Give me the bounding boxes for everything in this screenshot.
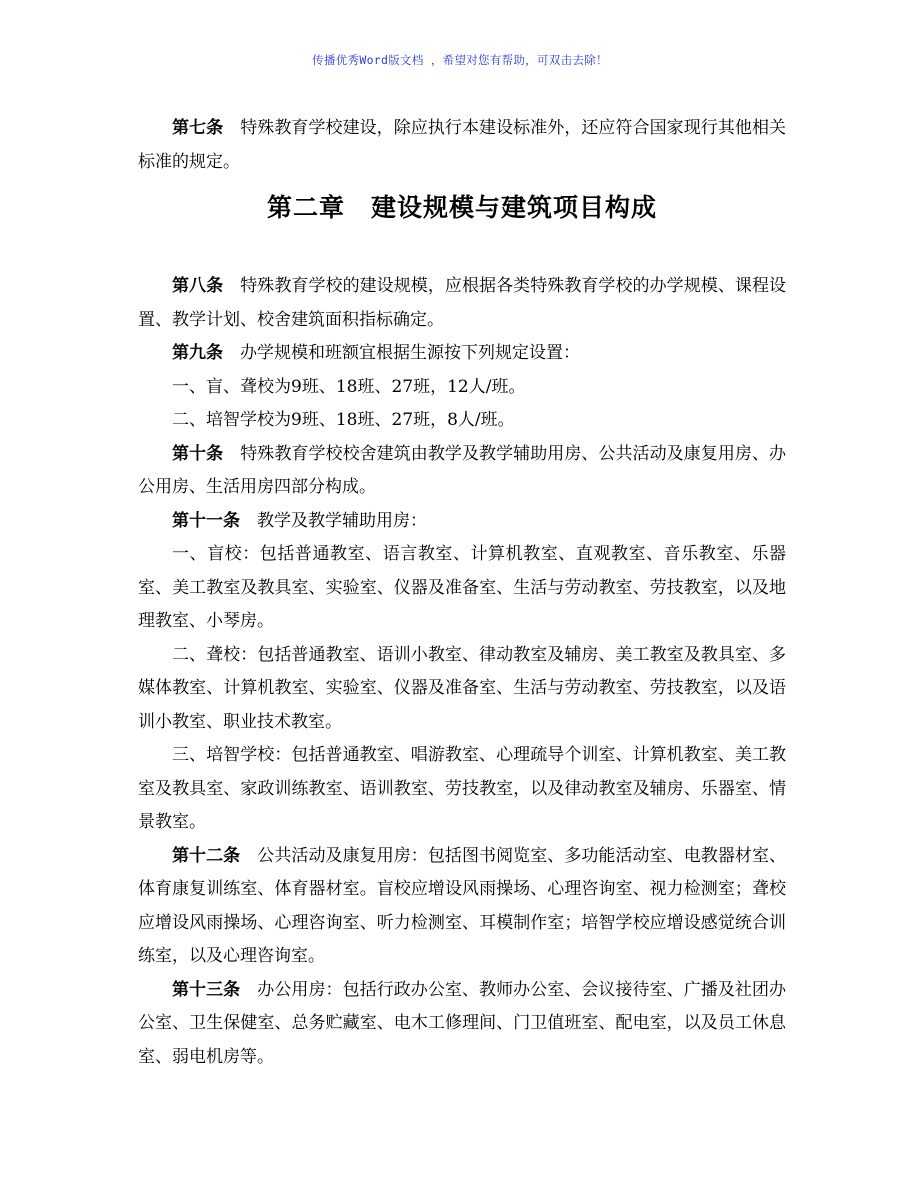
article-label: 第十条 [172, 443, 224, 464]
chapter-title: 建设规模与建筑项目构成 [371, 193, 658, 222]
article-label: 第七条 [172, 118, 224, 138]
article-text: 特殊教育学校建设，除应执行本建设标准外，还应符合国家现行其他相关标准的规定。 [138, 118, 786, 172]
article-11-item-2: 二、聋校：包括普通教室、语训小教室、律动教室及辅房、美工教室及教具室、多媒体教室、计算机教室、实验室、仪器及准备室、生活与劳动教室、劳技教室，以及语训小教室、职业技术教室。 [138, 644, 786, 732]
article-11-item-1: 一、盲校：包括普通教室、语言教室、计算机教室、直观教室、音乐教室、乐器室、美工教室及教具室、实验室、仪器及准备室、生活与劳动教室、劳技教室，以及地理教室、小琴房。 [138, 544, 786, 631]
article-label: 第九条 [172, 343, 223, 363]
article-9-item-1: 一、盲、聋校为9班、18班、27班，12人/班。 [172, 376, 526, 397]
article-text: 办公用房：包括行政办公室、教师办公室、会议接待室、广播及社团办公室、卫生保健室、总务贮藏室、电木工修理间、门卫值班室、配电室，以及员工休息室、弱电机房等。 [138, 979, 787, 1067]
article-13 [138, 974, 786, 1075]
article-label: 第十一条 [172, 510, 240, 531]
article-label: 第八条 [172, 276, 224, 296]
article-label: 第十二条 [172, 845, 241, 866]
article-11 [138, 505, 786, 539]
article-9 [138, 337, 786, 371]
article-label: 第十三条 [172, 979, 241, 1000]
chapter-number: 第二章 [266, 193, 345, 222]
article-9-item-2: 二、培智学校为9班、18班、27班，8人/班。 [172, 410, 515, 430]
article-8 [138, 270, 786, 337]
article-text: 办学规模和班额宜根据生源按下列规定设置： [240, 343, 580, 363]
article-text: 特殊教育学校校舍建筑由教学及教学辅助用房、公共活动及康复用房、办公用房、生活用房四部分构成。 [138, 443, 786, 497]
article-7 [138, 112, 786, 179]
chapter-heading [138, 182, 786, 234]
article-text: 特殊教育学校的建设规模，应根据各类特殊教育学校的办学规模、课程设置、教学计划、校舍建筑面积指标确定。 [138, 276, 786, 330]
document-body [138, 112, 786, 1074]
article-10 [138, 438, 786, 505]
article-12 [138, 840, 786, 974]
watermark-text: 传播优秀Word版文档 ，希望对您有帮助，可双击去除！ [312, 53, 608, 67]
article-11-item-3: 三、培智学校：包括普通教室、唱游教室、心理疏导个训室、计算机教室、美工教室及教具室、家政训练教室、语训教室、劳技教室，以及律动教室及辅房、乐器室、情景教室。 [138, 745, 786, 832]
article-text: 教学及教学辅助用房： [257, 510, 427, 531]
article-text: 公共活动及康复用房：包括图书阅览室、多功能活动室、电教器材室、体育康复训练室、体育器材室。盲校应增设风雨操场、心理咨询室、视力检测室；聋校应增设风雨操场、心理咨询室、听力检测室、耳模制作室；培智学校应增设感觉统合训练室，以及心理咨询室。 [138, 845, 787, 966]
